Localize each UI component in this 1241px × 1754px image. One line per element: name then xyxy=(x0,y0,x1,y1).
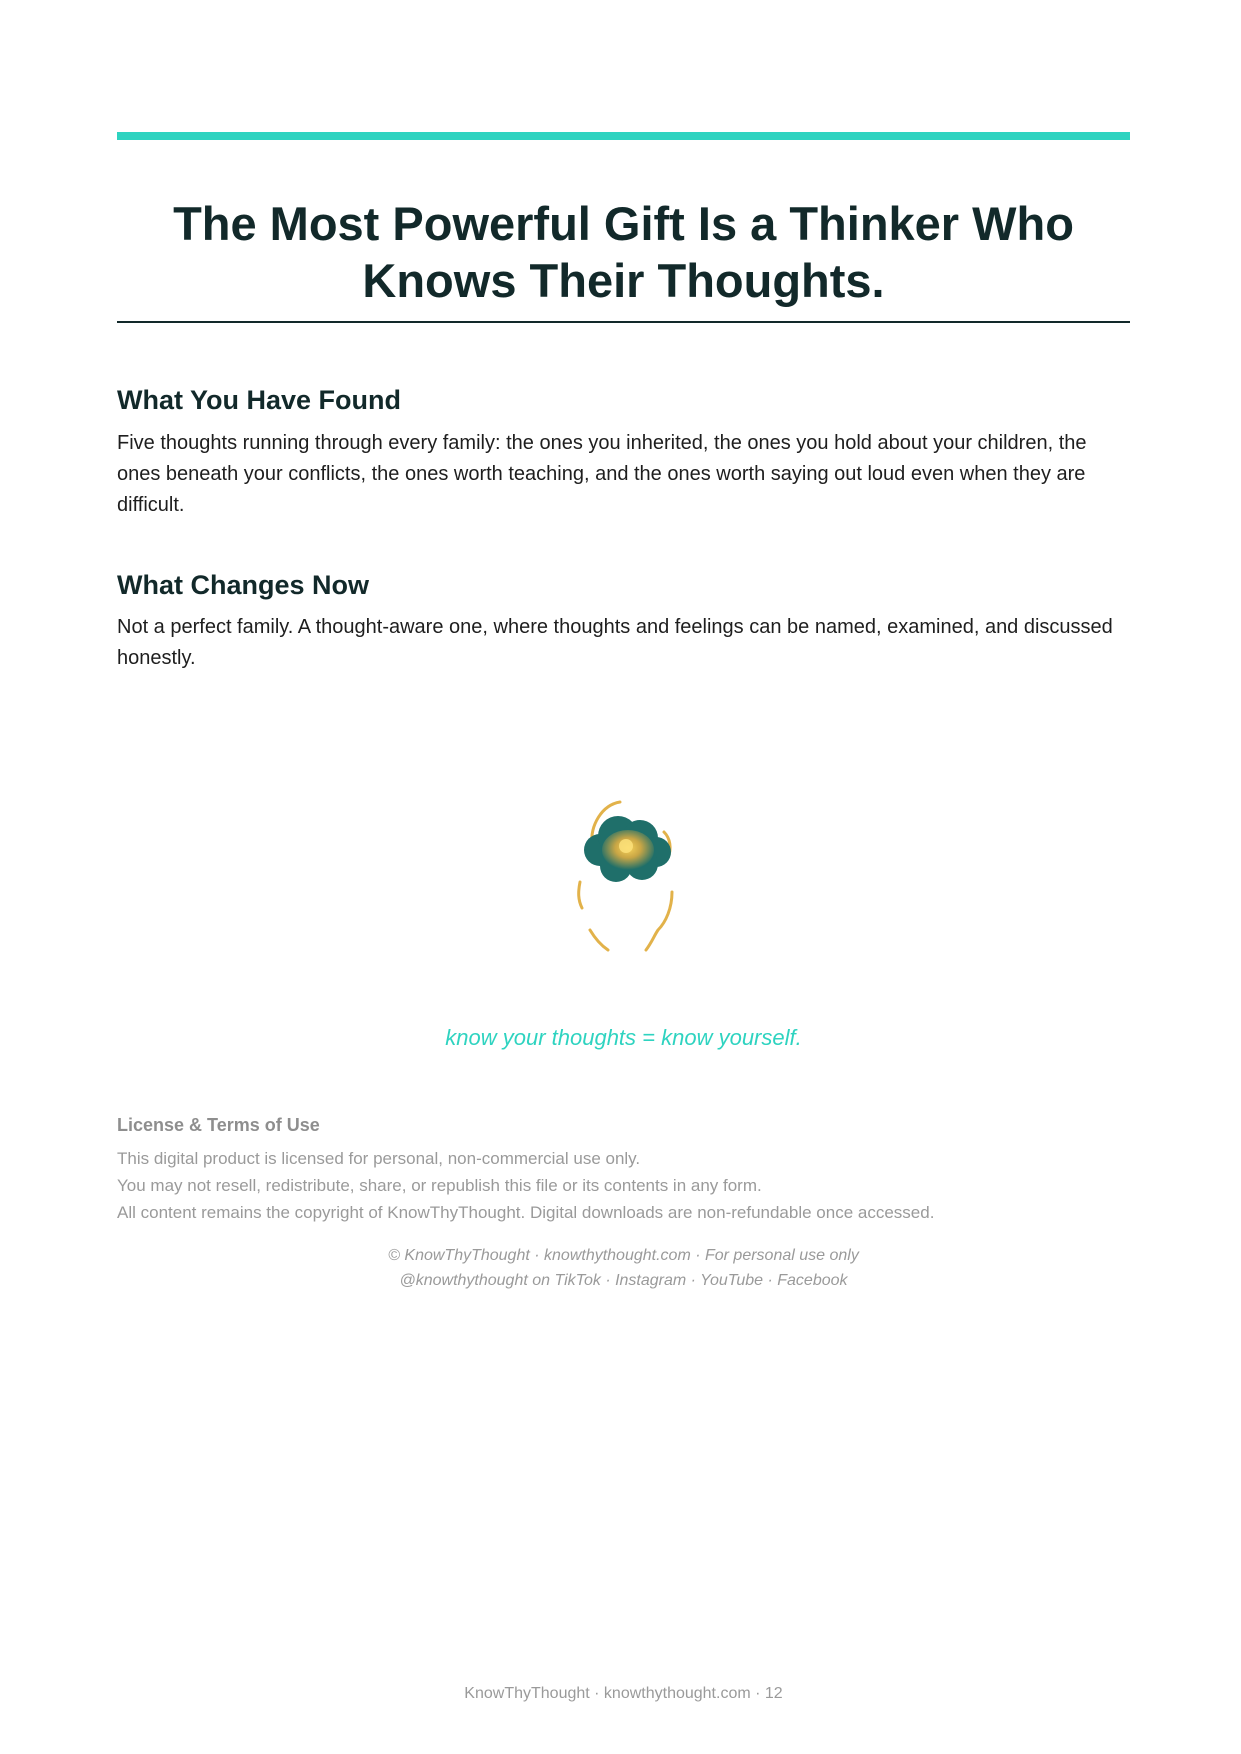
social-credit: @knowthythought on TikTok · Instagram · YouTube · Facebook xyxy=(399,1272,848,1289)
title-divider xyxy=(117,321,1130,323)
thought-cloud-head-icon xyxy=(560,800,690,966)
license-line: You may not resell, redistribute, share, or republish this file or its contents in any form. xyxy=(117,1176,762,1195)
section-heading-found: What You Have Found xyxy=(117,385,402,415)
section-body-changes: Not a perfect family. A thought-aware one, where thoughts and feelings can be named, examined, and discussed honestly. xyxy=(117,616,1113,669)
license-heading: License & Terms of Use xyxy=(117,1115,320,1135)
page-title: The Most Powerful Gift Is a Thinker Who Knows Their Thoughts. xyxy=(173,197,1074,307)
page-footer: KnowThyThought · knowthythought.com · 12 xyxy=(464,1685,783,1702)
copyright-credit: © KnowThyThought · knowthythought.com · For personal use only xyxy=(388,1247,859,1264)
section-body-found: Five thoughts running through every family: the ones you inherited, the ones you hold about your children, the ones beneath your conflicts, the ones worth teaching, and the ones worth saying out loud even when they are difficult. xyxy=(117,432,1087,516)
top-accent-rule xyxy=(117,132,1130,140)
tagline: know your thoughts = know yourself. xyxy=(445,1025,802,1050)
license-line: All content remains the copyright of KnowThyThought. Digital downloads are non-refundable once accessed. xyxy=(117,1203,935,1222)
license-line: This digital product is licensed for personal, non-commercial use only. xyxy=(117,1149,641,1168)
section-heading-changes: What Changes Now xyxy=(117,570,370,600)
